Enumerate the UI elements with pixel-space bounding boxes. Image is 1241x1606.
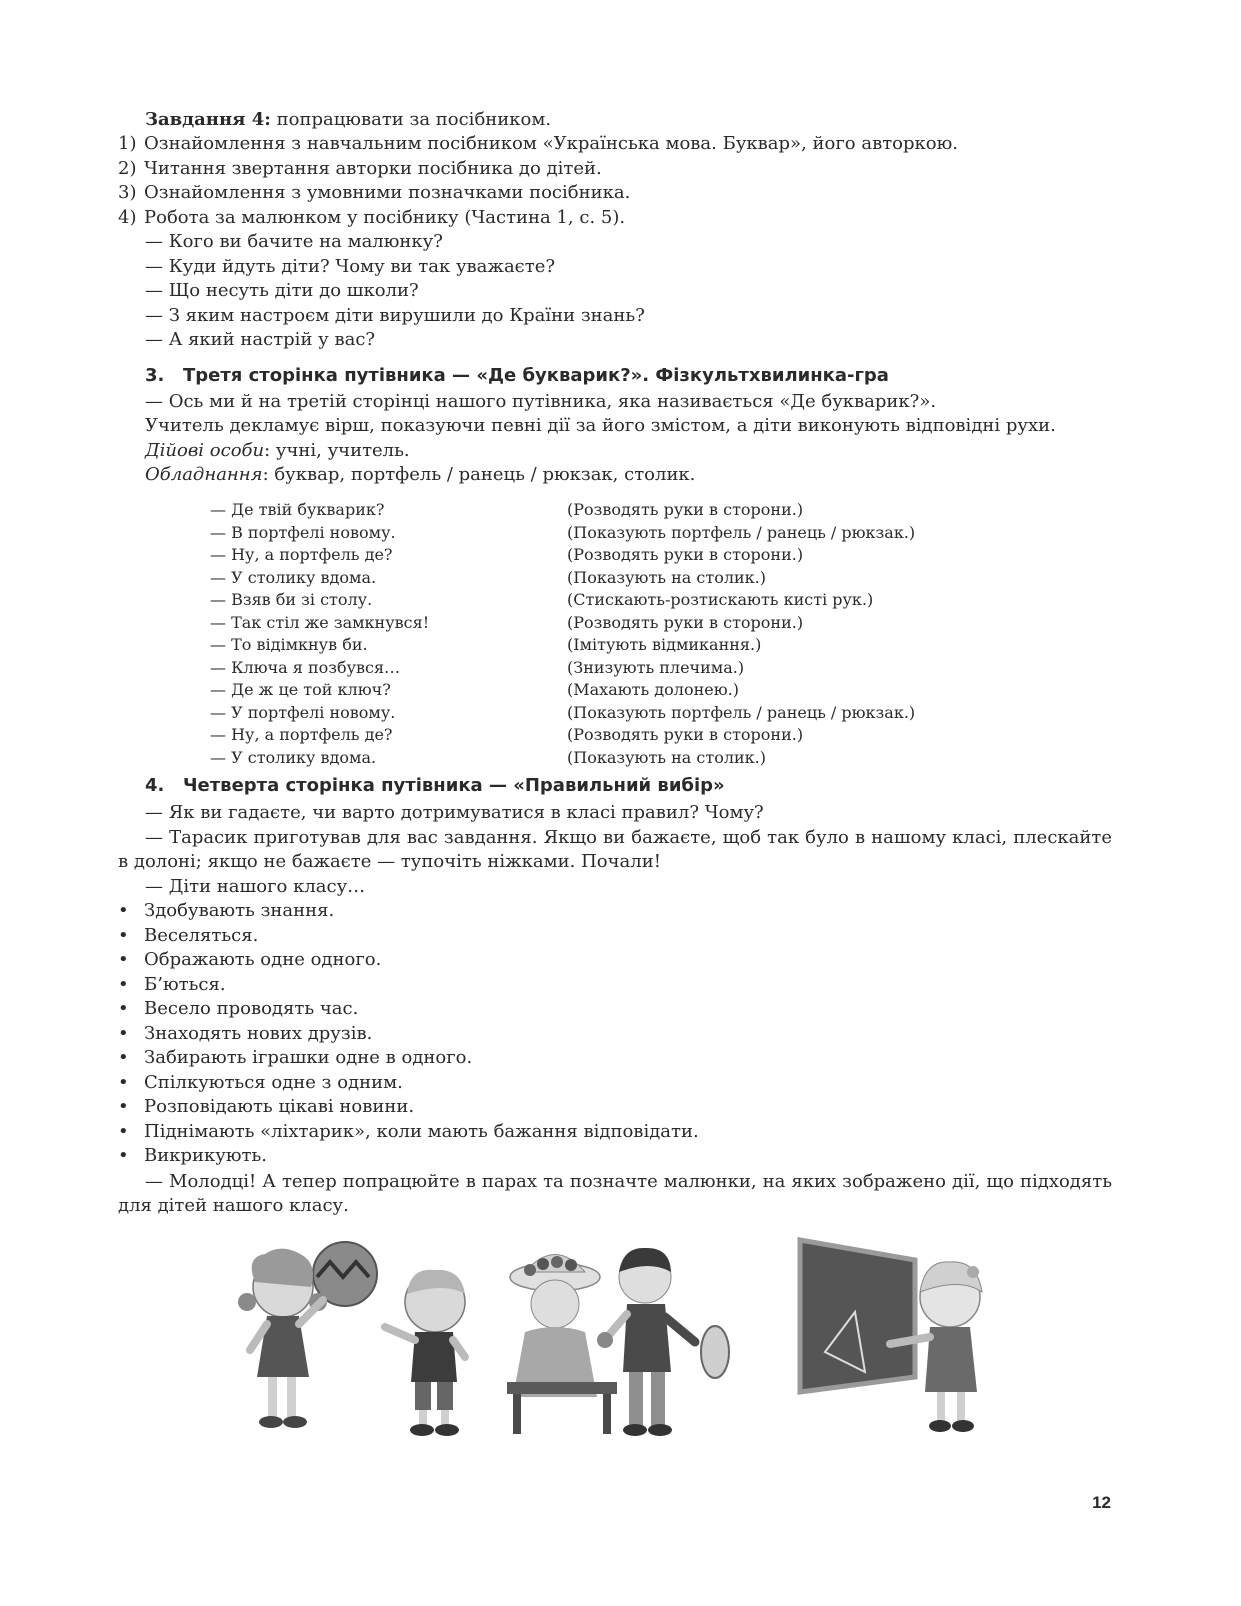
poem-action: (Розводять руки в сторони.)	[567, 612, 804, 632]
list-item: 4) Робота за малюнком у посібнику (Частина 1, с. 5).	[118, 207, 626, 228]
bullet-icon: •	[118, 1047, 129, 1068]
question: — Що несуть діти до школи?	[145, 280, 419, 301]
poem-line: — Ключа я позбувся…	[210, 657, 401, 677]
section3-heading: 3. Третя сторінка путівника — «Де букварик?». Фізкультхвилинка-гра	[145, 365, 889, 386]
poem-action: (Махають долонею.)	[567, 680, 739, 699]
section3-persons: Дійові особи: учні, учитель.	[145, 440, 410, 461]
list-item: • Розповідають цікаві новини.	[118, 1096, 415, 1117]
poem-line: — Ну, а портфель де?	[210, 545, 393, 564]
list-item: • Б’ються.	[118, 973, 226, 995]
list-item: 1) Ознайомлення з навчальним посібником «Українська мова. Буквар», його авторкою.	[118, 133, 958, 154]
poem-line: — Ну, а портфель де?	[210, 725, 393, 744]
children-illustration	[225, 1232, 1005, 1457]
list-item: • Веселяться.	[118, 924, 259, 946]
question: — Куди йдуть діти? Чому ви так уважаєте?	[145, 256, 556, 277]
poem-line: — Так стіл же замкнувся!	[210, 612, 430, 632]
poem-line: — У столику вдома.	[210, 747, 377, 767]
couple-on-bench-figure	[507, 1248, 729, 1436]
bullet-icon: •	[118, 900, 129, 921]
bullet-icon: •	[118, 1022, 129, 1044]
list-item: 2) Читання звертання авторки посібника до дітей.	[118, 158, 602, 179]
bullet-icon: •	[118, 924, 129, 946]
task4-text: попрацювати за посібником.	[270, 109, 552, 130]
chalkboard-girl-figure	[800, 1240, 982, 1432]
section3-teacher: Учитель декламує вірш, показуючи певні дії за його змістом, а діти виконують відповідні рухи.	[145, 415, 1056, 436]
bullet-icon: •	[118, 1071, 129, 1093]
poem-line: — У столику вдома.	[210, 567, 377, 587]
boy-figure	[385, 1270, 465, 1436]
list-item: • Ображають одне одного.	[118, 949, 382, 970]
task4-label: Завдання 4:	[145, 109, 271, 130]
poem-action: (Показують портфель / ранець / рюкзак.)	[567, 522, 916, 542]
poem-action: (Знизують плечима.)	[567, 657, 745, 677]
page-number: 12	[1092, 1493, 1111, 1512]
task4-heading	[145, 108, 551, 132]
poem-action: (Розводять руки в сторони.)	[567, 545, 804, 564]
poem-line: — В портфелі новому.	[210, 522, 396, 542]
list-item: 3) Ознайомлення з умовними позначками посібника.	[118, 182, 631, 203]
section4-heading: 4. Четверта сторінка путівника — «Правильний вибір»	[145, 775, 725, 796]
poem-action: (Показують портфель / ранець / рюкзак.)	[567, 702, 916, 722]
poem-action: (Показують на столик.)	[567, 747, 766, 767]
list-item: • Спілкуються одне з одним.	[118, 1071, 403, 1093]
poem-action: (Розводять руки в сторони.)	[567, 500, 804, 519]
question: — А який настрій у вас?	[145, 329, 376, 350]
poem-line: — Де твій букварик?	[210, 500, 385, 519]
section4-q1: — Як ви гадаєте, чи варто дотримуватися в класі правил? Чому?	[145, 802, 764, 823]
list-item: • Здобувають знання.	[118, 900, 335, 921]
poem-action: (Стискають-розтискають кисті рук.)	[567, 590, 874, 609]
bullet-list	[118, 899, 1118, 1169]
bullet-icon: •	[118, 973, 129, 995]
poem-action: (Розводять руки в сторони.)	[567, 725, 804, 744]
section3-equipment: Обладнання: буквар, портфель / ранець / рюкзак, столик.	[145, 464, 696, 485]
poem-table	[210, 499, 970, 774]
list-item: • Знаходять нових друзів.	[118, 1022, 373, 1044]
section4-q2: — Тарасик приготував для вас завдання. Якщо ви бажаєте, щоб так було в нашому класі, плескайте в долоні; якщо не бажаєте — тупочіть ніжками. Почали!	[118, 827, 1112, 872]
section3-intro: — Ось ми й на третій сторінці нашого путівника, яка називається «Де букварик?».	[145, 391, 937, 412]
bullet-icon: •	[118, 1120, 129, 1142]
bullet-icon: •	[118, 1096, 129, 1117]
bullet-icon: •	[118, 949, 129, 970]
section4-outro: — Молодці! А тепер попрацюйте в парах та позначте малюнки, на яких зображено дії, що підходять для дітей нашого класу.	[118, 1171, 1112, 1216]
girl-with-ball-figure	[238, 1242, 377, 1428]
bullet-icon: •	[118, 1145, 129, 1166]
list-item: • Піднімають «ліхтарик», коли мають бажання відповідати.	[118, 1120, 699, 1142]
bullet-icon: •	[118, 998, 129, 1019]
list-item: • Забирають іграшки одне в одного.	[118, 1047, 473, 1068]
question: — Кого ви бачите на малюнку?	[145, 231, 443, 252]
list-item: • Викрикують.	[118, 1145, 267, 1166]
poem-line: — Де ж це той ключ?	[210, 680, 391, 699]
poem-line: — Взяв би зі столу.	[210, 590, 373, 609]
poem-action: (Імітують відмикання.)	[567, 635, 762, 654]
section4-q3: — Діти нашого класу…	[145, 876, 366, 897]
poem-action: (Показують на столик.)	[567, 567, 766, 587]
poem-line: — У портфелі новому.	[210, 702, 396, 722]
question: — З яким настроєм діти вирушили до Країни знань?	[145, 305, 645, 326]
list-item: • Весело проводять час.	[118, 998, 359, 1019]
poem-line: — То відімкнув би.	[210, 635, 368, 654]
